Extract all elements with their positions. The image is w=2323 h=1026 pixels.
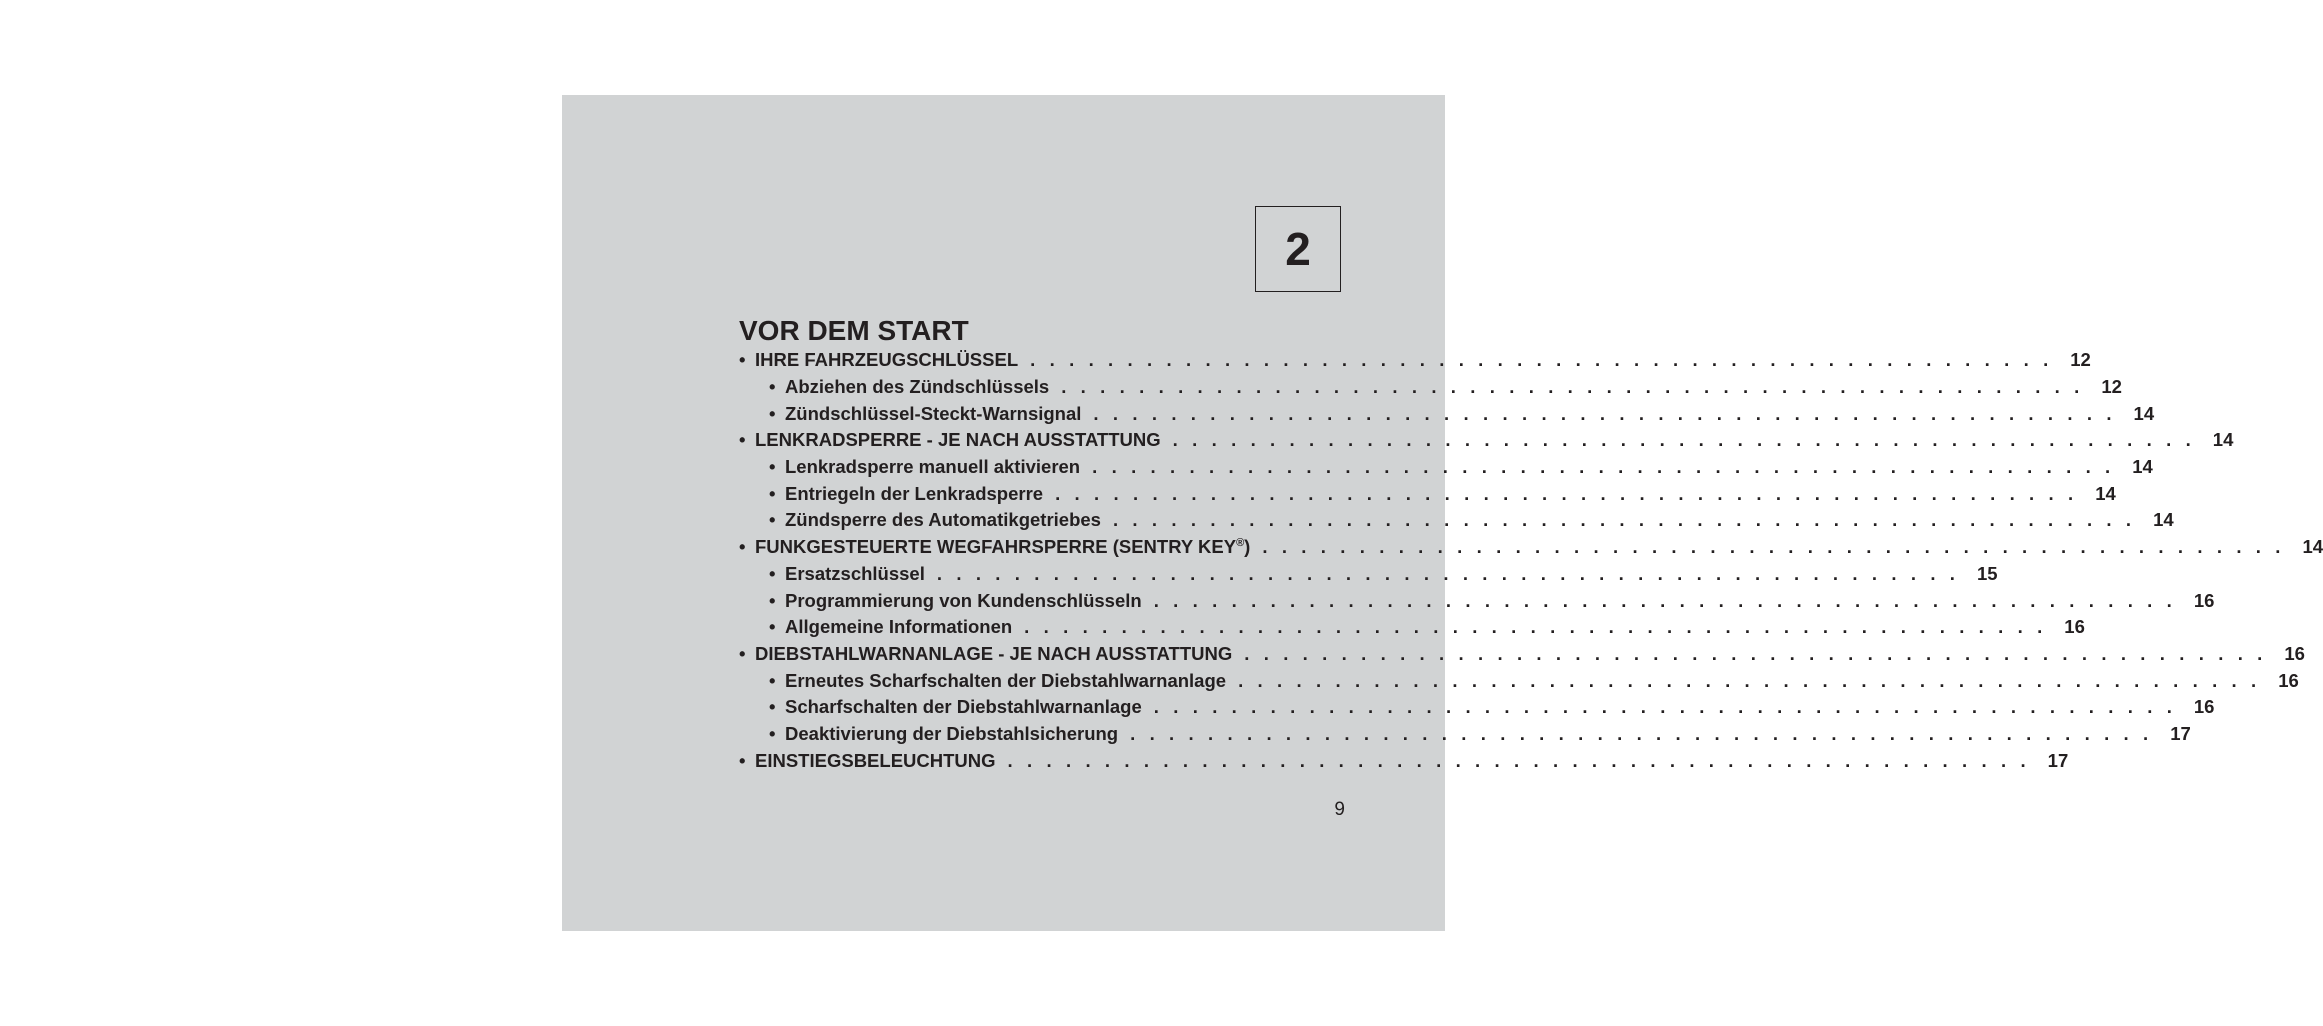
dot-leader: . . . . . . . . . . . . . . . . . . . . . . . . . . . . . . . . . . . . . . . . . . . . . . . . . . . . . [1238,669,2261,691]
dot-leader: . . . . . . . . . . . . . . . . . . . . . . . . . . . . . . . . . . . . . . . . . . . . . . . . . . . . . [1244,642,2267,664]
toc-subentry[interactable] [739,614,2085,641]
toc-entry[interactable] [739,747,2069,774]
bullet-icon: • [769,669,776,691]
dot-leader: . . . . . . . . . . . . . . . . . . . . . . . . . . . . . . . . . . . . . . . . . . . . . . . . . . . . . [1153,696,2177,718]
bullet-icon: • [769,562,776,584]
toc-page-number: 12 [2070,349,2091,371]
dot-leader: . . . . . . . . . . . . . . . . . . . . . . . . . . . . . . . . . . . . . . . . . . . . . . . . . . . . . [1092,456,2115,478]
toc-entry-label: Zündsperre des Automatikgetriebes [785,509,1101,531]
bullet-icon: • [739,642,746,664]
bullet-icon: • [739,749,746,771]
chapter-title: VOR DEM START [739,315,969,346]
toc-entry-label: Allgemeine Informationen [785,616,1013,638]
toc-entry-label: DIEBSTAHLWARNANLAGE - JE NACH AUSSTATTUNG [755,642,1233,664]
toc-entry-label: Entriegeln der Lenkradsperre [785,482,1044,504]
toc-subentry[interactable] [739,561,1998,588]
toc-page-number: 17 [2170,722,2191,744]
toc-entry[interactable] [739,534,2323,561]
toc-page-number: 14 [2302,536,2323,558]
toc-entry-label: Erneutes Scharfschalten der Diebstahlwarnanlage [785,669,1227,691]
dot-leader: . . . . . . . . . . . . . . . . . . . . . . . . . . . . . . . . . . . . . . . . . . . . . . . . . . . . . [1172,429,2196,451]
toc-page-number: 16 [2193,696,2215,718]
toc-page-number: 16 [2278,669,2299,691]
toc-entry-label: Programmierung von Kundenschlüsseln [785,589,1142,611]
toc-subentry[interactable] [739,694,2215,721]
dot-leader: . . . . . . . . . . . . . . . . . . . . . . . . . . . . . . . . . . . . . . . . . . . . . . . . . . . . . [1130,722,2153,744]
table-of-contents [739,347,2323,774]
dot-leader: . . . . . . . . . . . . . . . . . . . . . . . . . . . . . . . . . . . . . . . . . . . . . . . . . . . . . [1024,616,2047,638]
toc-entry[interactable] [739,427,2234,454]
toc-page-number: 17 [2047,749,2069,771]
toc-page-number: 16 [2193,589,2215,611]
toc-page-number: 16 [2064,616,2085,638]
toc-entry-label: Ersatzschlüssel [785,562,925,584]
toc-page-number: 14 [2132,456,2153,478]
toc-entry[interactable] [739,641,2305,668]
toc-entry-label: Deaktivierung der Diebstahlsicherung [785,722,1119,744]
toc-entry-label: IHRE FAHRZEUGSCHLÜSSEL [755,349,1019,371]
toc-entry-label: LENKRADSPERRE - JE NACH AUSSTATTUNG [755,429,1161,451]
toc-page-number: 14 [2153,509,2174,531]
bullet-icon: • [769,616,776,638]
dot-leader: . . . . . . . . . . . . . . . . . . . . . . . . . . . . . . . . . . . . . . . . . . . . . . . . . . . . . [1061,376,2084,398]
toc-entry-label: Zündschlüssel-Steckt-Warnsignal [785,402,1082,424]
dot-leader: . . . . . . . . . . . . . . . . . . . . . . . . . . . . . . . . . . . . . . . . . . . . . . . . . . . . . [1153,589,2177,611]
toc-entry-label: Lenkradsperre manuell aktivieren [785,456,1081,478]
bullet-icon: • [769,456,776,478]
toc-subentry[interactable] [739,374,2122,401]
dot-leader: . . . . . . . . . . . . . . . . . . . . . . . . . . . . . . . . . . . . . . . . . . . . . . . . . . . . . [1262,536,2286,558]
dot-leader: . . . . . . . . . . . . . . . . . . . . . . . . . . . . . . . . . . . . . . . . . . . . . . . . . . . . . [1007,749,2031,771]
dot-leader: . . . . . . . . . . . . . . . . . . . . . . . . . . . . . . . . . . . . . . . . . . . . . . . . . . . . . [1030,349,2053,371]
bullet-icon: • [769,696,776,718]
toc-subentry[interactable] [739,480,2116,507]
page-number: 9 [1334,799,1345,820]
bullet-icon: • [739,536,746,558]
toc-subentry[interactable] [739,587,2215,614]
chapter-number: 2 [1285,223,1311,275]
dot-leader: . . . . . . . . . . . . . . . . . . . . . . . . . . . . . . . . . . . . . . . . . . . . . . . . . . . . . [936,562,1960,584]
toc-subentry[interactable] [739,454,2153,481]
bullet-icon: • [739,429,746,451]
bullet-icon: • [769,722,776,744]
bullet-icon: • [769,482,776,504]
dot-leader: . . . . . . . . . . . . . . . . . . . . . . . . . . . . . . . . . . . . . . . . . . . . . . . . . . . . . [1112,509,2136,531]
toc-page-number: 14 [2212,429,2234,451]
dot-leader: . . . . . . . . . . . . . . . . . . . . . . . . . . . . . . . . . . . . . . . . . . . . . . . . . . . . . [1093,402,2117,424]
bullet-icon: • [769,509,776,531]
toc-subentry[interactable] [739,667,2299,694]
toc-page-number: 12 [2101,376,2122,398]
toc-entry[interactable] [739,347,2091,374]
toc-subentry[interactable] [739,507,2174,534]
toc-page-number: 15 [1976,562,1998,584]
toc-page-number: 16 [2284,642,2305,664]
bullet-icon: • [739,349,746,371]
chapter-number-box [1255,206,1341,292]
toc-subentry[interactable] [739,400,2155,427]
toc-page-number: 14 [2095,482,2116,504]
toc-entry-label: Abziehen des Zündschlüssels [785,376,1050,398]
bullet-icon: • [769,402,776,424]
bullet-icon: • [769,376,776,398]
toc-page-number: 14 [2133,402,2155,424]
dot-leader: . . . . . . . . . . . . . . . . . . . . . . . . . . . . . . . . . . . . . . . . . . . . . . . . . . . . . [1055,482,2078,504]
toc-entry-label: Scharfschalten der Diebstahlwarnanlage [785,696,1142,718]
bullet-icon: • [769,589,776,611]
toc-subentry[interactable] [739,721,2191,748]
toc-entry-label: EINSTIEGSBELEUCHTUNG [755,749,996,771]
toc-entry-label: FUNKGESTEUERTE WEGFAHRSPERRE (SENTRY KEY®) [755,536,1251,558]
